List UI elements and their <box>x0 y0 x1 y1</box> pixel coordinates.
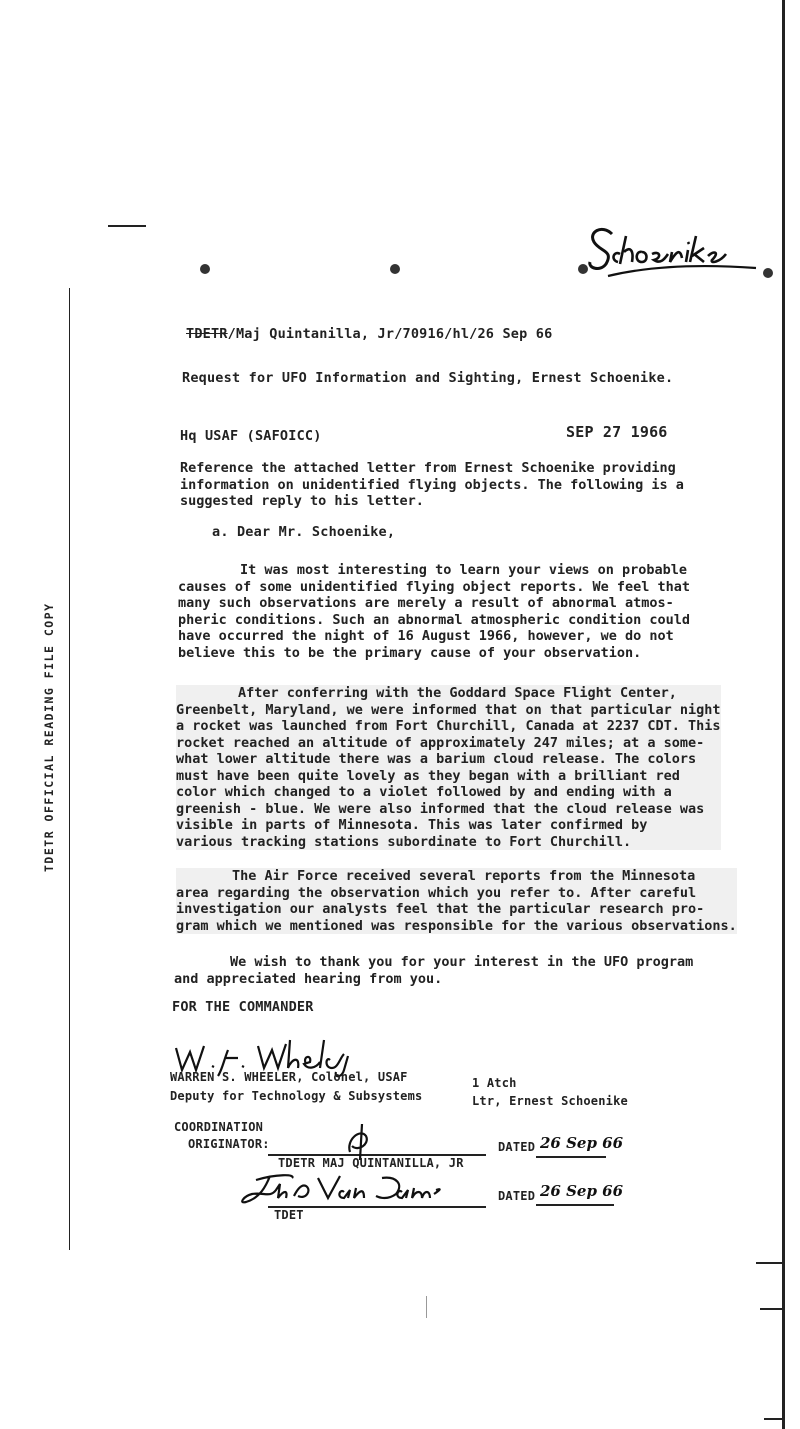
text-line: have occurred the night of 16 August 1966, however, we do not <box>178 628 674 644</box>
originator-label: ORIGINATOR: <box>188 1137 270 1151</box>
left-margin-line <box>69 288 70 1250</box>
body-paragraph-2 <box>176 685 721 850</box>
text-line: believe this to be the primary cause of your observation. <box>178 644 642 661</box>
text-line: suggested reply to his letter. <box>180 493 424 509</box>
memo-originator: /Maj Quintanilla, Jr/70916/hl/26 Sep 66 <box>227 326 553 342</box>
body-paragraph-3 <box>176 868 737 934</box>
right-edge-tick-3 <box>764 1418 782 1420</box>
body-paragraph-4 <box>174 954 693 987</box>
salutation: a. Dear Mr. Schoenike, <box>212 524 396 540</box>
handwritten-name <box>580 206 770 286</box>
text-line: The Air Force received several reports from the Minnesota <box>232 868 696 884</box>
coordination-label: COORDINATION <box>174 1120 264 1134</box>
attachment-count: 1 Atch <box>472 1076 517 1090</box>
subject-line: Request for UFO Information and Sighting, Ernest Schoenike. <box>182 370 674 386</box>
right-edge-tick-2 <box>760 1308 782 1310</box>
signer-name: WARREN S. WHEELER, Colonel, USAF <box>170 1070 408 1084</box>
text-line: area regarding the observation which you refer to. After careful <box>176 884 697 901</box>
intro-paragraph <box>180 460 684 510</box>
text-line: Reference the attached letter from Ernest Schoenike providing <box>180 460 676 476</box>
text-line: rocket reached an altitude of approximately 247 miles; at a some- <box>176 734 705 751</box>
dated-rule-2 <box>536 1204 614 1206</box>
text-line: pheric conditions. Such an abnormal atmospheric condition could <box>178 611 691 628</box>
text-line: information on unidentified flying objects. The following is a <box>180 476 684 493</box>
addressee: Hq USAF (SAFOICC) <box>180 428 322 444</box>
text-line: After conferring with the Goddard Space Flight Center, <box>238 685 677 701</box>
memo-routing-line <box>186 326 552 342</box>
punch-hole-left <box>200 264 210 274</box>
text-line: various tracking stations subordinate to Fort Churchill. <box>176 833 632 850</box>
fold-mark <box>426 1296 427 1318</box>
dated-label-1: DATED <box>498 1140 536 1154</box>
text-line: a rocket was launched from Fort Churchill, Canada at 2237 CDT. This <box>176 718 721 734</box>
dated-label-2: DATED <box>498 1189 536 1203</box>
closing: FOR THE COMMANDER <box>172 999 314 1015</box>
text-line: and appreciated hearing from you. <box>174 970 443 987</box>
dated-value-2: 26 Sep 66 <box>540 1182 624 1200</box>
text-line: We wish to thank you for your interest in the UFO program <box>230 954 694 970</box>
attachment-description: Ltr, Ernest Schoenike <box>472 1094 628 1108</box>
tdet-signature <box>236 1168 456 1208</box>
date-stamp: SEP 27 1966 <box>566 423 668 441</box>
top-left-mark <box>108 225 146 227</box>
dated-value-1: 26 Sep 66 <box>540 1134 624 1152</box>
reading-file-stamp: TDETR OFFICIAL READING FILE COPY <box>42 602 56 872</box>
text-line: visible in parts of Minnesota. This was later confirmed by <box>176 817 648 833</box>
originator-name: TDETR MAJ QUINTANILLA, JR <box>278 1156 464 1170</box>
text-line: It was most interesting to learn your views on probable <box>240 562 688 578</box>
text-line: what lower altitude there was a barium cloud release. The colors <box>176 751 697 767</box>
tdet-office: TDET <box>274 1208 304 1222</box>
text-line: color which changed to a violet followed by and ending with a <box>176 784 672 800</box>
text-line: investigation our analysts feel that the particular research pro- <box>176 901 705 917</box>
right-edge-tick-1 <box>756 1262 782 1264</box>
text-line: gram which we mentioned was responsible for the various observations. <box>176 917 737 934</box>
body-paragraph-1 <box>178 562 690 661</box>
right-edge-bar <box>782 0 785 1429</box>
text-line: Greenbelt, Maryland, we were informed that on that particular night <box>176 701 721 718</box>
punch-hole-center <box>390 264 400 274</box>
text-line: many such observations are merely a result of abnormal atmos- <box>178 595 674 611</box>
text-line: greenish - blue. We were also informed that the cloud release was <box>176 800 705 817</box>
text-line: must have been quite lovely as they began with a brilliant red <box>176 767 680 784</box>
memo-prefix: TDETR <box>186 326 228 342</box>
dated-rule-1 <box>536 1156 606 1158</box>
signer-title: Deputy for Technology & Subsystems <box>170 1089 423 1103</box>
text-line: causes of some unidentified flying object reports. We feel that <box>178 578 691 595</box>
